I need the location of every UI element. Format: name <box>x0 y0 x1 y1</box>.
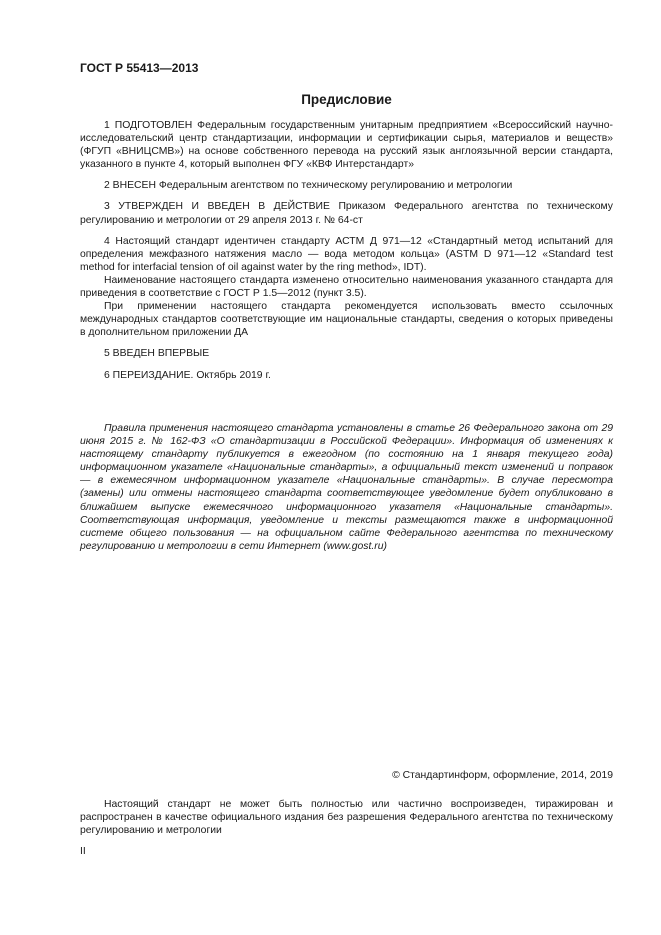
document-header-code: ГОСТ Р 55413—2013 <box>80 61 199 75</box>
application-rules-notice: Правила применения настоящего стандарта установлены в статье 26 Федерального закона от 29 июня 2015 г. № 162-ФЗ «О стандартизации в Российской Федерации». Информация об изменениях к настоящему стандарту публикуется в ежегодном (по состоянию на 1 января текущего года) информационном указателе «Национальные стандарты», а официальный текст изменений и поправок — в ежемесячном информационном указателе «Национальные стандарты». В случае пересмотра (замены) или отмены настоящего стандарта соответствующее уведомление будет опубликовано в ближайшем выпуске ежемесячного информационного указателя «Национальные стандарты». Соответствующая информация, уведомление и тексты размещаются также в информационной системе общего пользования — на официальном сайте Федерального агентства по техническому регулированию и метрологии в сети Интернет (www.gost.ru) <box>80 423 613 552</box>
foreword-item-2: 2 ВНЕСЕН Федеральным агентством по техническому регулированию и метрологии <box>104 180 513 192</box>
foreword-item-5: 5 ВВЕДЕН ВПЕРВЫЕ <box>104 348 210 360</box>
foreword-item-4: 4 Настоящий стандарт идентичен стандарту АСТМ Д 971—12 «Стандартный метод испытаний для определения межфазного натяжения масло — вода методом кольца» (ASTM D 971—12 «Standard test method for interfacial tension of oil against water by the ring method», IDT). <box>80 235 613 273</box>
foreword-item-1: 1 ПОДГОТОВЛЕН Федеральным государственным унитарным предприятием «Всероссийский научно-исследовательский центр стандартизации, информации и сертификации сырья, материалов и веществ» (ФГУП «ВНИЦСМВ») на основе собственного перевода на русский язык англоязычной версии стандарта, указанного в пункте 4, который выполнен ФГУ «КВФ Интерстандарт» <box>80 120 613 171</box>
reproduction-notice: Настоящий стандарт не может быть полностью или частично воспроизведен, тиражирован и распространен в качестве официального издания без разрешения Федерального агентства по техническому регулированию и метрологии <box>80 799 613 837</box>
foreword-item-4-reference-note: При применении настоящего стандарта рекомендуется использовать вместо ссылочных международных стандартов соответствующие им национальные стандарты, сведения о которых приведены в дополнительном приложении ДА <box>80 301 613 339</box>
page-number: II <box>80 846 86 857</box>
copyright-line: © Стандартинформ, оформление, 2014, 2019 <box>392 770 613 781</box>
page-title: Предисловие <box>301 92 392 107</box>
foreword-item-3: 3 УТВЕРЖДЕН И ВВЕДЕН В ДЕЙСТВИЕ Приказом Федерального агентства по техническому регулированию и метрологии от 29 апреля 2013 г. № 64-ст <box>80 201 613 226</box>
foreword-body <box>80 119 613 390</box>
foreword-item-4-name-note: Наименование настоящего стандарта изменено относительно наименования указанного стандарта для приведения в соответствие с ГОСТ Р 1.5—2012 (пункт 3.5). <box>80 274 613 300</box>
foreword-item-6: 6 ПЕРЕИЗДАНИЕ. Октябрь 2019 г. <box>104 369 271 381</box>
